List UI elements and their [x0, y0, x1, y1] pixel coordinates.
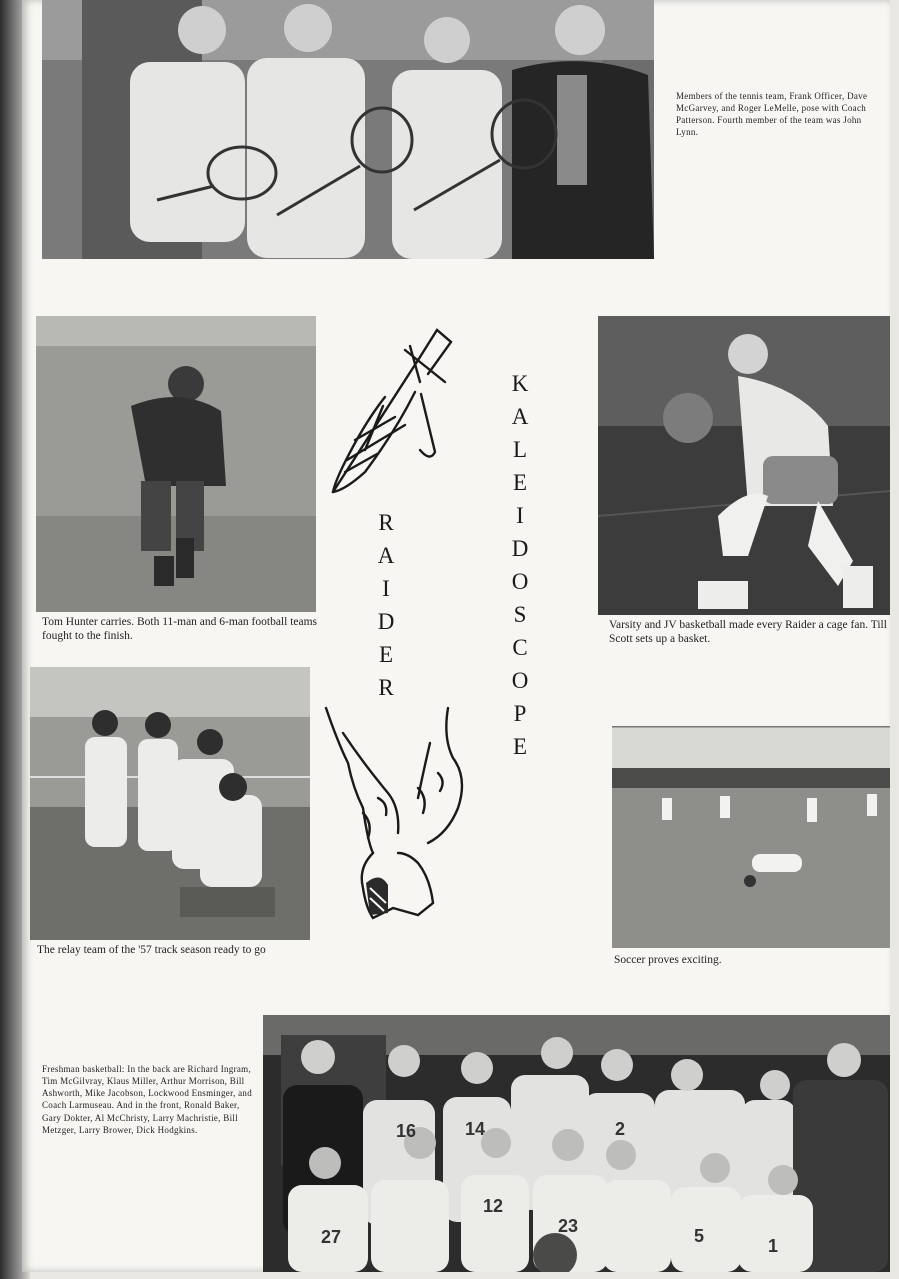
title-letter: I — [382, 576, 390, 601]
title-letter: E — [512, 470, 528, 495]
jersey-number: 14 — [464, 1119, 486, 1139]
title-letter: L — [512, 437, 528, 462]
title-letter: S — [513, 602, 527, 627]
title-letter: A — [511, 404, 529, 429]
title-letter: A — [377, 543, 395, 568]
tomahawk-drawing — [325, 322, 455, 497]
tennis-caption: Members of the tennis team, Frank Officer, Dave McGarvey, and Roger LeMelle, pose with Coach Patterson. Fourth member of the team was John Lynn. — [676, 91, 868, 138]
title-letter: E — [378, 642, 394, 667]
title-letter: P — [513, 701, 527, 726]
freshman-caption: Freshman basketball: In the back are Richard Ingram, Tim McGilvray, Klaus Miller, Arthur Morrison, Bill Ashworth, Mike Jacobson, Lockwood Ensminger, and Coach Larmuseau. And in the front, Ronald Baker, Gary Dokter, Al McChristy, Larry Machristie, Bill Metzger, Larry Brower, Dick Hodgkins. — [42, 1064, 253, 1135]
title-letter: I — [516, 503, 524, 528]
jersey-number: 12 — [482, 1196, 504, 1216]
jersey-number: 5 — [693, 1226, 705, 1246]
title-letter: O — [511, 668, 529, 693]
title-letter: C — [512, 635, 528, 660]
relay-team-photo — [30, 667, 310, 940]
title-letter: D — [511, 536, 529, 561]
jersey-number: 23 — [557, 1216, 579, 1236]
title-letter: R — [378, 510, 394, 535]
jersey-number: 16 — [395, 1121, 417, 1141]
relay-caption: The relay team of the '57 track season ready to go — [37, 944, 266, 956]
football-photo — [36, 316, 316, 612]
raider-bird-drawing — [318, 703, 473, 923]
title-letter: K — [511, 371, 529, 396]
kaleidoscope-vertical-title — [507, 367, 533, 763]
title-letter: D — [377, 609, 395, 634]
raider-vertical-title — [374, 506, 398, 704]
title-letter: O — [511, 569, 529, 594]
freshman-basketball-photo — [263, 1015, 890, 1272]
soccer-caption: Soccer proves exciting. — [614, 954, 722, 966]
basketball-photo — [598, 316, 890, 615]
football-caption: Tom Hunter carries. Both 11-man and 6-man football teams fought to the finish. — [42, 616, 318, 642]
jersey-number: 2 — [614, 1119, 626, 1139]
tennis-team-photo — [42, 0, 654, 259]
jersey-number: 27 — [320, 1227, 342, 1247]
title-letter: E — [512, 734, 528, 759]
soccer-photo — [612, 726, 890, 948]
basketball-caption: Varsity and JV basketball made every Raider a cage fan. Till Scott sets up a basket. — [609, 619, 887, 645]
title-letter: R — [378, 675, 394, 700]
jersey-number: 1 — [767, 1236, 779, 1256]
